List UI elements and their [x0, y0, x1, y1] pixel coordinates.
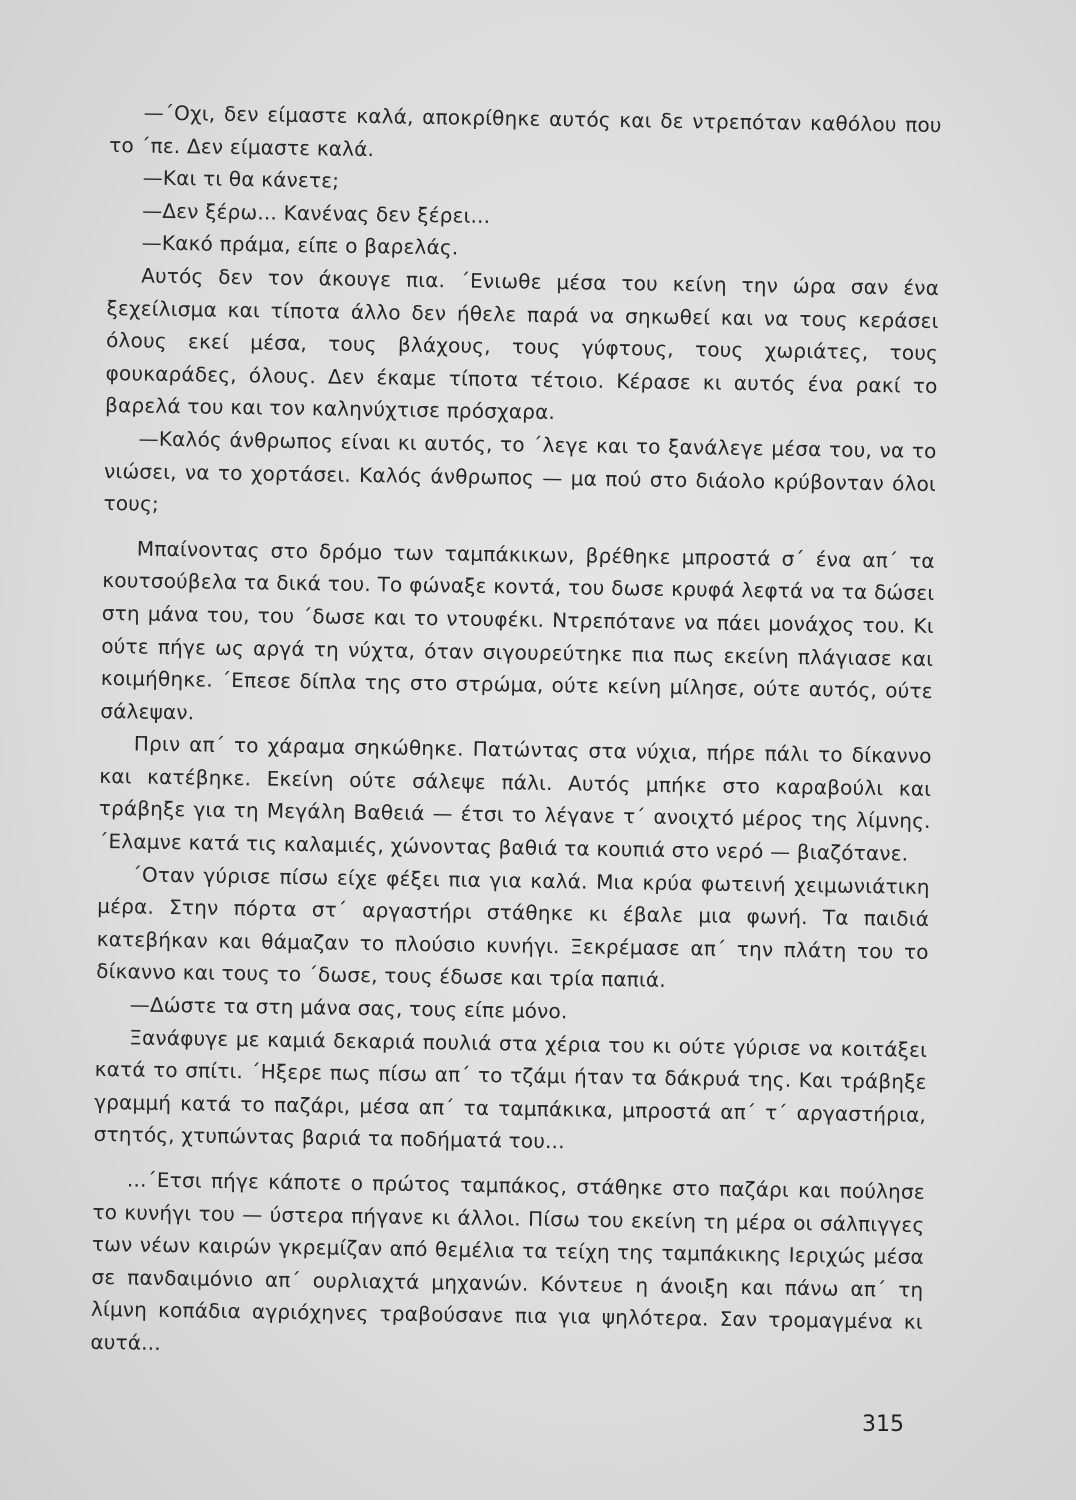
paragraph-11: Ξανάφυγε με καμιά δεκαριά πουλιά στα χέρια του κι ούτε γύρισε να κοιτάξει κατά το σπίτι. ΄Ηξερε πως πίσω απ΄ το τζάμι ήταν τα δάκρυά της. Και τράβηξε γραμμή κατά το παζάρι, μέσα απ΄ τα ταμπάκικα, μπροστά απ΄ τ΄ αργαστήρια, στητός, χτυπώντας βαριά τα ποδήματά του...: [93, 1025, 928, 1154]
paragraph-10: —Δώστε τα στη μάνα σας, τους είπε μόνο.: [129, 992, 568, 1024]
paragraph-8: Πριν απ΄ το χάραμα σηκώθηκε. Πατώντας στα νύχια, πήρε πάλι το δίκαννο και κατέβηκε. Εκείνη ούτε σάλεψε πάλι. Αυτός μπήκε στο καραβούλι και τράβηξε για τη Μεγάλη Βαθειά — έτσι το λέγανε τ΄ ανοιχτό μέρος της λίμνης. ΄Ελαμνε κατά τις καλαμιές, χώνοντας βαθιά τα κουπιά στο νερό — βιαζότανε.: [98, 731, 932, 866]
paragraph-12: ...΄Ετσι πήγε κάποτε ο πρώτος ταμπάκος, στάθηκε στο παζάρι και πούλησε το κυνήγι του — ύστερα πήγανε κι άλλοι. Πίσω του εκείνη τη μέρα οι σάλπιγγες των νέων καιρών γκρεμίζαν από θεμέλια τα τείχη της ταμπάκικης Ιεριχώς μέσα σε πανδαιμόνιο απ΄ ουρλιαχτά μηχανών. Κόντευε η άνοιξη και πάνω απ΄ τη λίμνη κοπάδια αγριόχηνες τραβούσανε πια για ψηλότερα. Σαν τρομαγμένα κι αυτά...: [90, 1167, 926, 1355]
paragraph-6: —Καλός άνθρωπος είναι κι αυτός, το ΄λεγε και το ξανάλεγε μέσα του, να το νιώσει, να το χορτάσει. Καλός άνθρωπος — μα πού στο διάολο κρύβονταν όλοι τους;: [103, 426, 937, 516]
paragraph-7: Μπαίνοντας στο δρόμο των ταμπάκικων, βρέθηκε μπροστά σ΄ ένα απ΄ τα κουτσούβελα τα δικά του. Το φώναξε κοντά, του δωσε κρυφά λεφτά να τα δώσει στη μάνα του, του ΄δωσε και το ντουφέκι. Ντρεπότανε να πάει μονάχος του. Κι ούτε πήγε ως αργά τη νύχτα, όταν σιγουρεύτηκε πια πως εκείνη πλάγιασε και κοιμήθηκε. ΄Επεσε δίπλα της στο στρώμα, ούτε κείνη μίλησε, ούτε αυτός, ούτε σάλεψαν.: [100, 536, 935, 725]
page-number: 315: [862, 1412, 904, 1437]
paragraph-9: ΄Οταν γύρισε πίσω είχε φέξει πια για καλά. Μια κρύα φωτεινή χειμωνιάτικη μέρα. Στην πόρτα στ΄ αργαστήρι στάθηκε κι έβαλε μια φωνή. Τα παιδιά κατεβήκαν και θάμαζαν το πλούσιο κυνήγι. Ξεκρέμασε απ΄ την πλάτη του το δίκαννο και τους το ΄δωσε, τους έδωσε και τρία παπιά.: [96, 862, 930, 993]
paragraph-5: Αυτός δεν τον άκουγε πια. ΄Ενιωθε μέσα του κείνη την ώρα σαν ένα ξεχείλισμα και τίποτα άλλο δεν ήθελε παρά να σηκωθεί και να τους κεράσει όλους εκεί μέσα, τους βλάχους, τους γύφτους, τους χωριάτες, τους φουκαράδες, όλους. Δεν έκαμε τίποτα τέτοιο. Κέρασε κι αυτός ένα ρακί το βαρελά του και τον καληνύχτισε πρόσχαρα.: [104, 263, 940, 425]
paragraph-4: —Κακό πράμα, είπε ο βαρελάς.: [141, 230, 459, 260]
paragraph-1: —΄Οχι, δεν είμαστε καλά, αποκρίθηκε αυτός και δε ντρεπόταν καθόλου που το ΄πε. Δεν είμαστε καλά.: [109, 100, 942, 161]
paragraph-3: —Δεν ξέρω... Κανένας δεν ξέρει...: [142, 198, 491, 228]
body-text: [90, 96, 942, 1371]
paragraph-2: —Και τι θα κάνετε;: [142, 165, 340, 193]
